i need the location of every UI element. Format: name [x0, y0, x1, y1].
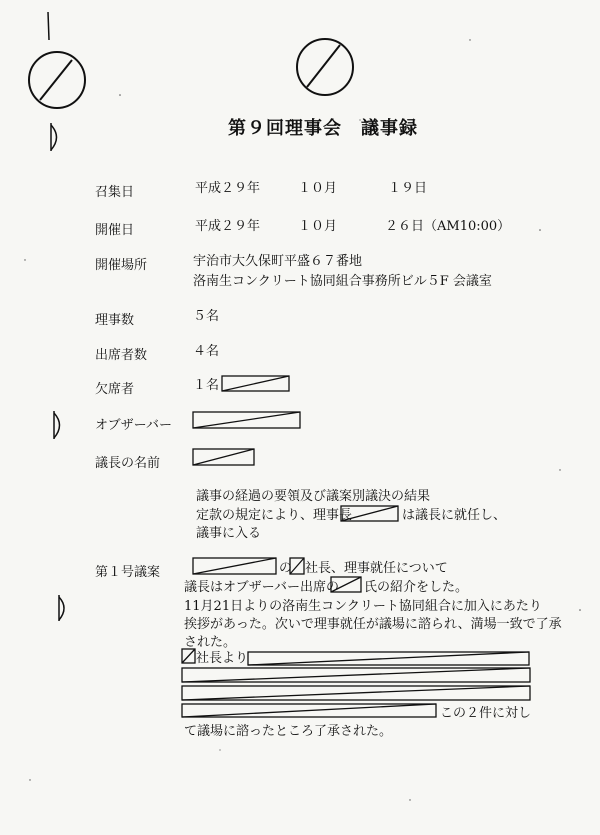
venue-building: 洛南生コンクリート協同組合事務所ビル５F 会議室 [193, 274, 492, 289]
item1-line3: 11月21日よりの洛南生コンクリート協同組合に加入にあたり [184, 599, 542, 614]
attendees-label: 出席者数 [95, 348, 148, 363]
proceedings-line1b: は議長に就任し、 [402, 508, 507, 523]
redaction-absentee [222, 376, 289, 391]
convocation-day: １９日 [388, 181, 428, 196]
redaction-observer [193, 412, 300, 428]
absentees-value: １名 [193, 378, 220, 393]
item1-line5: された。 [184, 635, 237, 650]
absentees-label: 欠席者 [95, 382, 135, 397]
directors-value: ５名 [193, 309, 220, 324]
convocation-year: 平成２９年 [195, 181, 261, 196]
proceedings-heading: 議事の経過の要領及び議案別議決の結果 [196, 489, 431, 504]
item1-label: 第１号議案 [95, 565, 161, 580]
held-year: 平成２９年 [195, 219, 261, 234]
redaction-observer-name [331, 577, 361, 592]
directors-label: 理事数 [95, 313, 135, 328]
redaction-company-short [290, 558, 304, 574]
proceedings-line1a: 定款の規定により、理事長 [196, 508, 353, 523]
held-label: 開催日 [95, 223, 135, 238]
redaction-president [182, 649, 195, 663]
convocation-month: １０月 [298, 181, 338, 196]
document-title: 第９回理事会 議事録 [228, 118, 418, 139]
item1-line10: て議場に諮ったところ了承された。 [184, 724, 393, 739]
venue-label: 開催場所 [95, 258, 148, 273]
attendees-value: ４名 [193, 344, 220, 359]
item1-line1a: の [279, 561, 293, 576]
redaction-text-line-1 [248, 652, 529, 665]
venue-address: 宇治市大久保町平盛６７番地 [193, 254, 363, 269]
item1-line2a: 議長はオブザーバー出席の [184, 580, 339, 595]
redaction-text-line-4 [182, 704, 436, 717]
redaction-text-line-2 [182, 668, 530, 682]
item1-line1b: 社長、理事就任について [305, 561, 448, 576]
item1-line6: 社長より [196, 651, 249, 666]
item1-line4: 挨拶があった。次いで理事就任が議場に諮られ、満場一致で了承 [184, 617, 562, 632]
held-day: ２６日（AM10:00） [385, 219, 511, 234]
convocation-label: 召集日 [95, 185, 135, 200]
redaction-chair [193, 449, 254, 465]
proceedings-line2: 議事に入る [196, 526, 262, 541]
redaction-chairman-name [341, 506, 398, 521]
chair-label: 議長の名前 [95, 456, 161, 471]
redaction-text-line-3 [182, 686, 530, 700]
observer-label: オブザーバー [95, 418, 172, 433]
held-month: １０月 [298, 219, 338, 234]
item1-line2b: 氏の紹介をした。 [364, 580, 469, 595]
redaction-company-name [193, 558, 276, 574]
item1-line9: この２件に対し [440, 706, 532, 721]
